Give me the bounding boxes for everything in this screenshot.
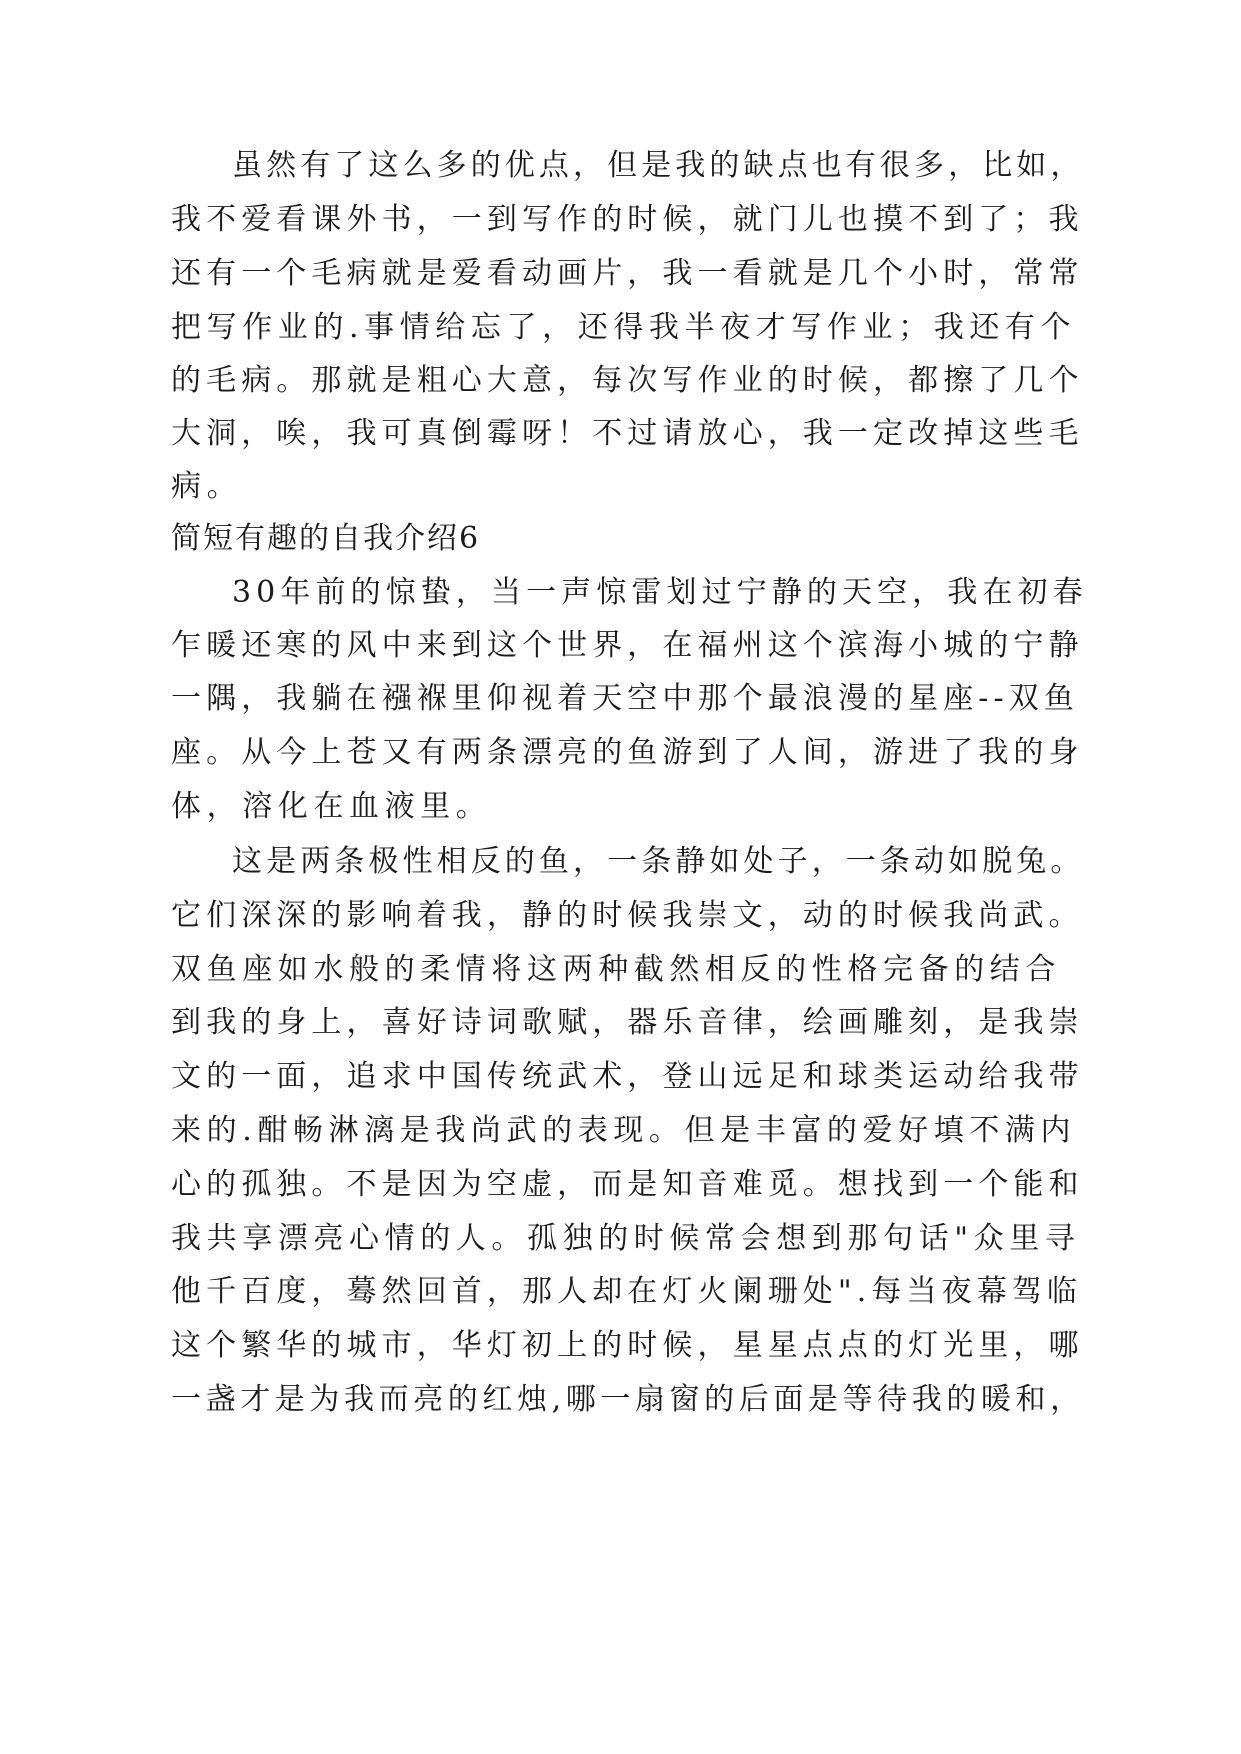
paragraph-3-line-11: 一盏才是为我而亮的红烛,哪一扇窗的后面是等待我的暖和， [171,1382,1085,1417]
paragraph-1-line-7: 病。 [171,469,243,504]
paragraph-1-line-6: 大洞，唉，我可真倒霉呀！不过请放心，我一定改掉这些毛 [171,416,1084,451]
paragraph-3-line-10: 这个繁华的城市，华灯初上的时候，星星点点的灯光里，哪 [171,1328,1084,1363]
paragraph-2-line-4: 座。从今上苍又有两条漂亮的鱼游到了人间，游进了我的身 [171,735,1084,770]
paragraph-2-line-2: 乍暖还寒的风中来到这个世界，在福州这个滨海小城的宁静 [171,628,1084,663]
paragraph-2-line-1: 30年前的惊蛰，当一声惊雷划过宁静的天空，我在初春 [232,575,1088,610]
paragraph-3-line-9: 他千百度，蓦然回首，那人却在灯火阑珊处".每当夜幕驾临 [171,1274,1083,1309]
paragraph-1-line-2: 我不爱看课外书，一到写作的时候，就门儿也摸不到了；我 [171,202,1084,237]
paragraph-3-line-4: 到我的身上，喜好诗词歌赋，器乐音律，绘画雕刻，是我崇 [171,1005,1084,1040]
paragraph-3-line-7: 心的孤独。不是因为空虚，而是知音难觅。想找到一个能和 [171,1167,1084,1202]
paragraph-1-line-1: 虽然有了这么多的优点，但是我的缺点也有很多，比如， [232,148,1085,183]
paragraph-3-line-6: 来的.酣畅淋漓是我尚武的表现。但是丰富的爱好填不满内 [171,1113,1077,1148]
paragraph-2-line-5: 体，溶化在血液里。 [171,789,492,824]
paragraph-2-line-3: 一隅，我躺在襁褓里仰视着天空中那个最浪漫的星座--双鱼 [171,681,1079,716]
paragraph-1-line-3: 还有一个毛病就是爱看动画片，我一看就是几个小时，常常 [171,256,1084,291]
paragraph-3-line-5: 文的一面，追求中国传统武术，登山远足和球类运动给我带 [171,1059,1084,1094]
paragraph-3-line-1: 这是两条极性相反的鱼，一条静如处子，一条动如脱兔。 [232,844,1085,879]
paragraph-3-line-2: 它们深深的影响着我，静的时候我崇文，动的时候我尚武。 [171,898,1084,933]
paragraph-1-line-5: 的毛病。那就是粗心大意，每次写作业的时候，都擦了几个 [171,363,1084,398]
paragraph-3-line-8: 我共享漂亮心情的人。孤独的时候常会想到那句话"众里寻 [171,1221,1081,1256]
paragraph-3-line-3: 双鱼座如水般的柔情将这两种截然相反的性格完备的结合 [171,952,1061,987]
section-heading: 简短有趣的自我介绍6 [171,521,481,556]
paragraph-1-line-4: 把写作业的.事情给忘了，还得我半夜才写作业；我还有个 [171,310,1077,345]
